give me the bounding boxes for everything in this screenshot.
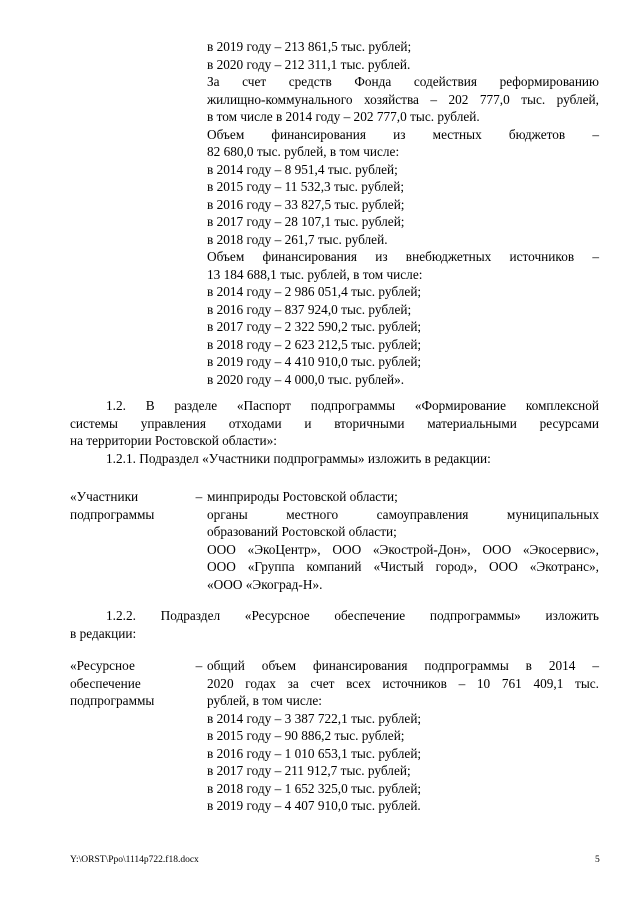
text-line: «ООО «Экоград-Н». <box>207 576 323 592</box>
text-line: 82 680,0 тыс. рублей, в том числе: <box>207 144 400 159</box>
text-line: в 2018 году – 261,7 тыс. рублей. <box>207 231 388 247</box>
text-line: в 2018 году – 1 652 325,0 тыс. рублей; <box>207 780 422 796</box>
text-line: минприроды Ростовской области; <box>207 489 398 504</box>
text-line: в 2020 году – 212 311,1 тыс. рублей. <box>207 56 411 72</box>
text-line: в 2017 году – 2 322 590,2 тыс. рублей; <box>207 319 422 334</box>
text-line: в 2017 году – 28 107,1 тыс. рублей; <box>207 214 405 229</box>
text-line: в 2015 году – 90 886,2 тыс. рублей; <box>207 728 405 743</box>
text-line: в 2016 году – 1 010 653,1 тыс. рублей; <box>207 745 422 761</box>
text-line: Объем финансирования из внебюджетных источников – <box>207 249 599 264</box>
label-line: обеспечение <box>70 675 141 691</box>
text-line: в 2019 году – 213 861,5 тыс. рублей; <box>207 39 412 54</box>
resource-dash: – <box>195 658 203 673</box>
label-line: подпрограммы <box>70 693 155 708</box>
resource-label <box>70 657 190 710</box>
text-line: в 2015 году – 11 532,3 тыс. рублей; <box>207 179 405 194</box>
text-line: в 2014 году – 8 951,4 тыс. рублей; <box>207 161 398 177</box>
text-line: 1.2.2. Подраздел «Ресурсное обеспечение подпрограммы» изложить <box>106 608 599 623</box>
text-line: в 2014 году – 3 387 722,1 тыс. рублей; <box>207 710 422 726</box>
text-line: в том числе в 2014 году – 202 777,0 тыс. рублей. <box>207 109 480 124</box>
text-line: органы местного самоуправления муниципальных <box>207 506 599 522</box>
text-line: в 2019 году – 4 407 910,0 тыс. рублей. <box>207 798 421 813</box>
text-line: на территории Ростовской области»: <box>70 433 277 448</box>
label-line: «Участники <box>70 489 139 504</box>
footer-file-path: Y:\ORST\Ppo\1114p722.f18.docx <box>70 855 199 865</box>
text-line: 13 184 688,1 тыс. рублей, в том числе: <box>207 266 423 282</box>
text-line: ООО «Группа компаний «Чистый город», ООО «Экотранс», <box>207 559 599 574</box>
resource-list <box>207 657 599 815</box>
label-line: «Ресурсное <box>70 658 135 673</box>
text-line: системы управления отходами и вторичными материальными ресурсами <box>70 415 599 431</box>
page-number: 5 <box>595 855 600 865</box>
participants-table-row <box>70 488 599 598</box>
text-line: в 2017 году – 211 912,7 тыс. рублей; <box>207 763 411 778</box>
text-line: общий объем финансирования подпрограммы в 2014 – <box>207 658 599 673</box>
text-line: Объем финансирования из местных бюджетов – <box>207 126 599 142</box>
label-line: подпрограммы <box>70 506 155 522</box>
text-line: в 2019 году – 4 410 910,0 тыс. рублей; <box>207 354 422 369</box>
text-line: 1.2. В разделе «Паспорт подпрограммы «Формирование комплексной <box>106 398 599 413</box>
text-line: 1.2.1. Подраздел «Участники подпрограммы» изложить в редакции: <box>106 450 491 466</box>
text-line: За счет средств Фонда содействия реформированию <box>207 74 599 89</box>
section-1-2-2-intro <box>70 607 599 642</box>
text-line: в 2020 году – 4 000,0 тыс. рублей». <box>207 371 405 387</box>
text-line: ООО «ЭкоЦентр», ООО «Экострой-Дон», ООО «Экосервис», <box>207 541 599 557</box>
text-line: в 2018 году – 2 623 212,5 тыс. рублей; <box>207 336 422 352</box>
financing-continuation-block <box>207 38 599 388</box>
resource-table-row <box>70 657 599 827</box>
text-line: 2020 годах за счет всех источников – 10 761 409,1 тыс. <box>207 675 599 691</box>
participants-label <box>70 488 190 523</box>
text-line: в редакции: <box>70 625 137 641</box>
text-line: рублей, в том числе: <box>207 693 322 708</box>
text-line: образований Ростовской области; <box>207 524 397 539</box>
participants-list <box>207 488 599 593</box>
text-line: в 2016 году – 837 924,0 тыс. рублей; <box>207 301 412 317</box>
text-line: в 2016 году – 33 827,5 тыс. рублей; <box>207 196 405 212</box>
participants-dash: – <box>195 489 203 504</box>
text-line: жилищно-коммунального хозяйства – 202 777,0 тыс. рублей, <box>207 91 599 107</box>
text-line: в 2014 году – 2 986 051,4 тыс. рублей; <box>207 284 422 299</box>
section-1-2-intro <box>70 397 599 467</box>
